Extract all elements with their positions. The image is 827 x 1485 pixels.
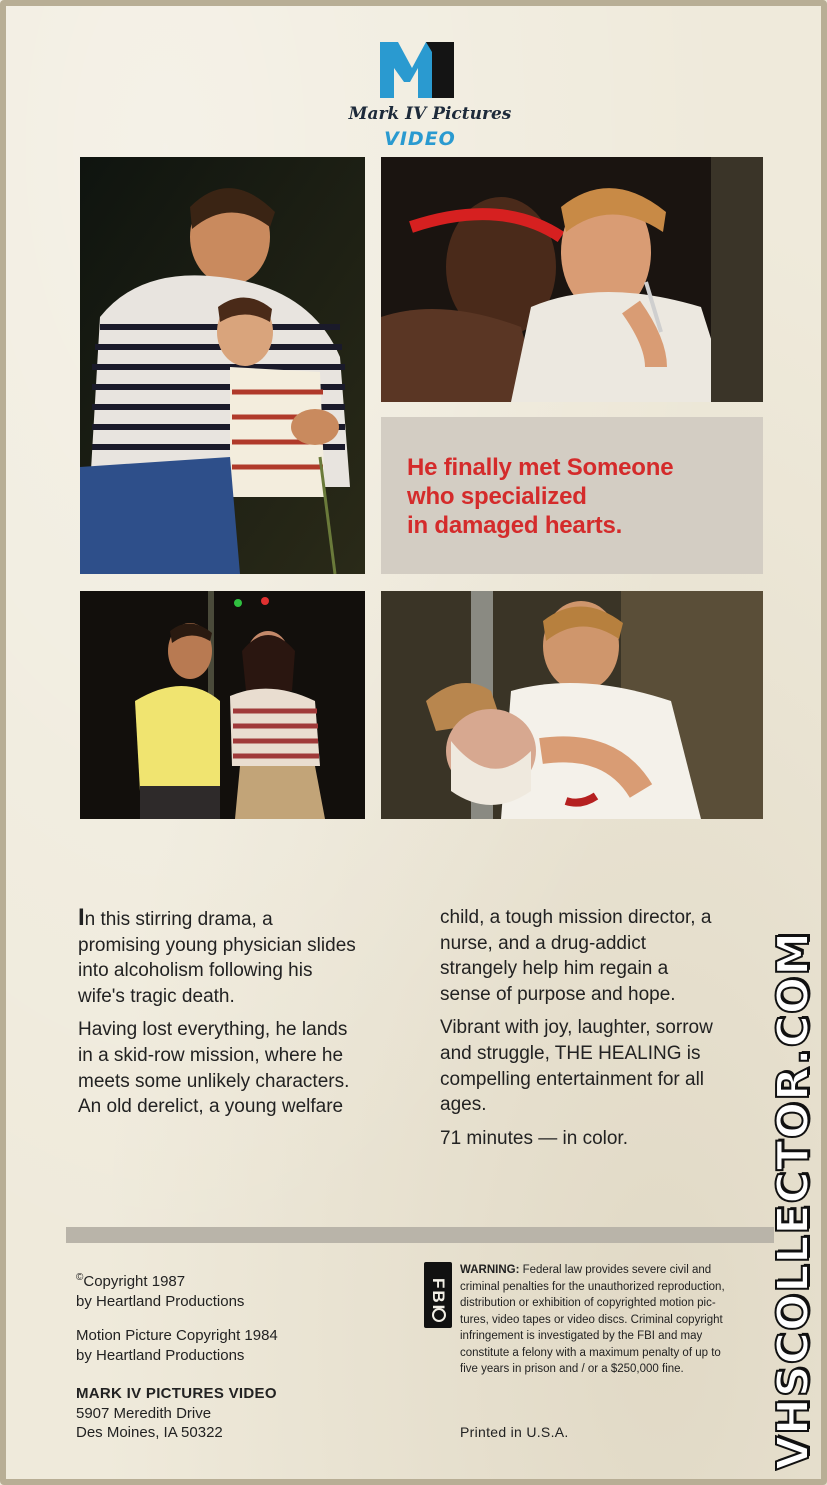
warning-line: five years in prison and / or a $250,000 fine. <box>460 1363 684 1375</box>
description-paragraph-1 <box>78 905 418 1009</box>
photo-man-threatened <box>381 157 763 402</box>
vhscollector-watermark <box>766 931 822 1470</box>
description-line: An old derelict, a young welfare <box>78 1096 344 1118</box>
photo-couple-walking <box>80 591 365 819</box>
copyright-1987 <box>76 1268 376 1311</box>
copyright-symbol: © <box>76 1272 84 1283</box>
address-street: 5907 Meredith Drive <box>76 1404 212 1422</box>
distributor-name: MARK IV PICTURES VIDEO <box>76 1385 277 1402</box>
divider-band <box>66 1227 774 1243</box>
drop-cap: I <box>78 904 85 931</box>
description-line: nurse, and a drug-addict <box>440 932 646 954</box>
description-text: n this stirring drama, a <box>84 909 273 930</box>
printed-in-usa: Printed in U.S.A. <box>460 1424 569 1440</box>
tagline-line-1: He finally met Someone <box>407 454 674 481</box>
mark-iv-logo <box>330 42 530 157</box>
warning-line: criminal penalties for the unauthorized reproduction, <box>460 1280 725 1293</box>
description-line: sense of purpose and hope. <box>440 983 676 1005</box>
warning-label: WARNING: <box>460 1264 520 1276</box>
photo-doctor-helping-man <box>381 591 763 819</box>
logo-video-label: VIDEO <box>384 128 456 150</box>
warning-line: tures, video tapes or video discs. Criminal copyright <box>460 1313 723 1326</box>
copyright-holder: by Heartland Productions <box>76 1346 245 1364</box>
description-line: meets some unlikely characters. <box>78 1070 350 1092</box>
tagline-box <box>381 417 763 574</box>
copyright-holder: by Heartland Productions <box>76 1292 245 1310</box>
fbi-seal-icon <box>432 1308 446 1322</box>
fbi-badge-icon <box>424 1262 452 1328</box>
photo-man-hugging-boy <box>80 157 365 574</box>
runtime: 71 minutes — in color. <box>440 1127 628 1149</box>
tagline-line-2: who specialized <box>407 483 587 510</box>
description-line: child, a tough mission director, a <box>440 907 712 928</box>
description-line: in a skid-row mission, where he <box>78 1044 344 1066</box>
description-line: strangely help him regain a <box>440 958 669 980</box>
description-line: wife's tragic death. <box>78 985 235 1007</box>
copyright-1984 <box>76 1326 376 1365</box>
tagline-line-3: in damaged hearts. <box>407 512 623 539</box>
warning-line: distribution or exhibition of copyrighted motion pic- <box>460 1297 716 1309</box>
fbi-warning <box>460 1262 780 1378</box>
description-paragraph-4 <box>440 1015 780 1117</box>
description-left-column <box>78 905 418 1128</box>
description-line: compelling entertainment for all <box>440 1068 705 1090</box>
warning-line: constitute a felony with a maximum penalty of up to <box>460 1346 721 1359</box>
description-line: Vibrant with joy, laughter, sorrow <box>440 1017 713 1039</box>
warning-line <box>460 1262 780 1279</box>
description-line: promising young physician slides <box>78 934 356 956</box>
description-line: ages. <box>440 1094 487 1116</box>
fbi-label: FBI <box>429 1278 448 1312</box>
description-line <box>78 905 418 933</box>
description-line: and struggle, THE HEALING is <box>440 1042 701 1064</box>
address-city: Des Moines, IA 50322 <box>76 1424 223 1441</box>
description-right-column <box>440 905 780 1159</box>
warning-line: infringement is investigated by the FBI and may <box>460 1330 703 1342</box>
description-paragraph-3 <box>440 905 780 1007</box>
distributor-address <box>76 1384 376 1443</box>
description-paragraph-2 <box>78 1017 418 1119</box>
copyright-line <box>76 1268 376 1292</box>
description-line: into alcoholism following his <box>78 960 313 982</box>
warning-text: Federal law provides severe civil and <box>519 1264 712 1276</box>
logo-name: Mark IV Pictures <box>348 104 512 124</box>
description-line: Having lost everything, he lands <box>78 1019 348 1041</box>
mi-logo-mark <box>380 42 460 98</box>
motion-picture-copyright: Motion Picture Copyright 1984 <box>76 1327 278 1344</box>
watermark-text: VHSCOLLECTOR.COM <box>768 931 819 1470</box>
copyright-text: Copyright 1987 <box>83 1273 186 1290</box>
